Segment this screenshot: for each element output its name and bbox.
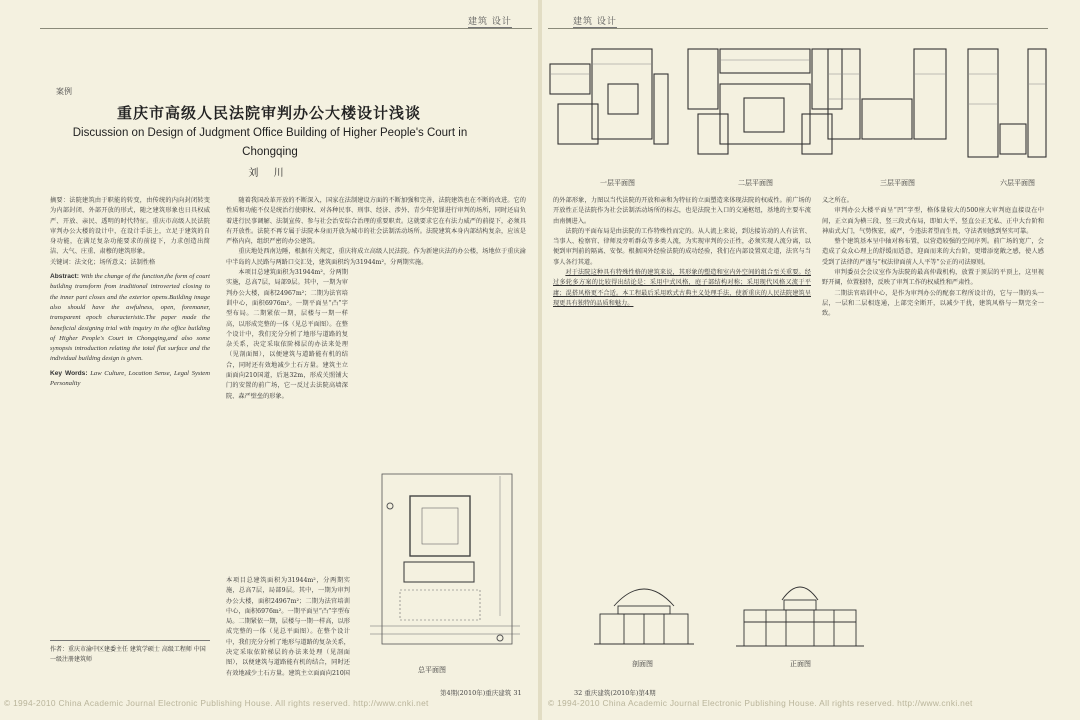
body-paragraph: 随着我国改革开放的不断深入，国家在法制建设方面的不断加强和完善，法院建筑也在不断的改进。它的性质和功能不仅是统治行使职权、对各种民事、刑事、经济、涉外、青少年犯罪进行审判的场所，同时还肩负着进行民事调解、法制宣传、参与社会治安综合治理的重要职责。这就要求它在有法力威严的前提下，必须具有开放性。法院不再专属于法院本身而开放为城市的社会法制活动场所。法院建筑本身内部结构复杂，应该是严格内向，组织严密的办公建筑。 xyxy=(226,197,526,246)
right-page-header: 建筑 设计 xyxy=(573,17,617,27)
body-paragraph: 本项目总建筑面积为31944m²，分两期实施，总高7层，局部9层。其中，一期为审判办公大楼，面积24967m²；二期为法官培训中心，面积6976m²。一期平面呈“凸”字型布局。二期紧依一期，层楼与一期一样高，以形成完整的一体（见总平面图）。在整个设计中，我们充分分析了地形与道路的复杂关系，决定采取依阶梯层的办法来处理（见剖面图），以便建筑与道路能有机的结合，同时还有效地减少土石方量。建筑主立面面向210国 xyxy=(226,577,350,676)
plan-caption-3: 三层平面图 xyxy=(880,179,915,187)
elevation-drawing xyxy=(736,570,864,656)
plan-caption-2: 二层平面图 xyxy=(738,179,773,187)
body-paragraph: 审判委员会会议室作为法院的最高仲裁机构，放置于顶层的平顶上，这里视野开阔，位置独特，反映了审判工作的权威性和严肃性。 xyxy=(822,269,1044,287)
body-paragraph: 二期法官培训中心，是作为审判办公的配套工程所设计的，它与一期的头一层，一层和二层相连通，上部完全断开，以减少干扰，建筑风格与一期完全一致。 xyxy=(822,289,1044,318)
keywords-en: Law Culture, Location Sense, Legal System Personality xyxy=(50,369,210,388)
body-paragraph: 法院的平面布局是由法院的工作特殊性而定的。从人流上来说，到达接访动的人有法官、当事人、检察官、律师及旁听群众等多类人流，为实现审判的公正性，必须实现人流分离，以便到审判前的隔离、安保。根据国外经验法院的成功经验，我们在内部设置双走道，法官与当事人各行其道。 xyxy=(553,227,811,266)
left-folio: 第4期(2010年)重庆建筑 31 xyxy=(440,689,522,697)
plan-caption-4: 六层平面图 xyxy=(1000,179,1035,187)
plan-caption-1: 一层平面图 xyxy=(600,179,635,187)
body-column-3 xyxy=(553,196,811,568)
left-page-header: 建筑 设计 xyxy=(468,17,512,27)
site-plan-drawing xyxy=(360,466,530,666)
body-column-2-cont xyxy=(226,576,350,676)
author: 刘 川 xyxy=(248,168,290,179)
body-paragraph: 义之所在。 xyxy=(822,197,853,204)
keywords-cn: 关键词：法文化；场所意义；法制性格 xyxy=(50,258,156,266)
article-title-cn: 重庆市高级人民法院审判办公大楼设计浅谈 xyxy=(116,104,421,122)
article-title-en: Discussion on Design of Judgment Office Building of Higher People's Court in Chongqing xyxy=(72,127,468,158)
body-paragraph: 重庆地处西南边陲，根据有关规定，重庆将成立高级人民法院。作为新建庆法的办公楼，场地位于重庆渝中半岛的人民路与两路口交汇处，建筑面积约为31944m²，分两期实施。 xyxy=(226,248,526,266)
body-paragraph: 本项目总建筑面积为31944m²，分两期实施，总高7层，局部9层。其中，一期为审判办公大楼，面积24967m²；二期为法官培训中心，面积6976m²。一期平面呈“凸”字型布局。二期紧依一期，层楼与一期一样高，以形成完整的一体（见总平面图）。在整个设计中，我们充分分析了地形与道路的复杂关系，决定采取依阶梯层的办法来处理（见剖面图），以便建筑与道路能有机的结合，同时还有效地减少土石方量。建筑主立面面向210国道，后退32m，形成关照铺大门的安置的前广场，它一反过去法院高墙深院、森严壁垒的形象。 xyxy=(226,269,348,400)
abstract-column xyxy=(50,196,210,626)
copyright-right: © 1994-2010 China Academic Journal Electronic Publishing House. All rights reserved. http://www.cnki.net xyxy=(548,698,973,708)
author-footnote: 作者：重庆市渝中区建委主任 建筑学硕士 高级工程师 中国一级注册建筑师 xyxy=(50,640,210,665)
abstract-en: With the change of the function,the form of court building transform from traditional introverted closing to the inner part closes and the exterior opens.Building image also should have the awfulness, open, foremaner, transparent epoch characteristic.The paper made the beneficial designing trial with inquiry in the office building of Higher People's Court in Chongqing,and also some synopsis introduction relating the total flat surface and the individual building design is given. xyxy=(50,273,210,363)
body-paragraph: 整个建筑基本呈中轴对称布置，以营造较强的空间序列。前广场的宽广，会造成了众众心理上的舒缓而适意，迎面而来的大台阶，更增添宽敞之感，使人感受到了法律的严谨与“权法律面前人人平等”公正的司法原则。 xyxy=(822,238,1044,266)
body-paragraph: 的外部形象，力图以当代法院的开放和亲和为特征的立面塑造来体现法院的权威性。前广场的开放性正是法院作为社会法制活动场所的标志，也是法院主入口的交通枢纽，基地的主要车流由南侧进入。 xyxy=(553,197,811,225)
floor-plans-drawing xyxy=(548,44,1048,174)
right-header-rule xyxy=(548,28,1048,29)
keywords-en-block xyxy=(50,369,210,390)
body-paragraph: 审判办公大楼平面呈“凹”字型，格体量较大的500座大审判庭直接设在中间，正立面为横三段、竖三段式布局，即如大平、竖直公正无私、正中大台阶和神庙式大门，气势恢宏，威严，令违法者望而生畏，守法者则感到坚实可靠。 xyxy=(822,207,1044,235)
abstract-cn: 摘要：法院建筑由于职能的转变，由传统的内向封闭转变为内部封闭、外部开放的形式，随之建筑形象也日具权威严、开放、亲民、透明的时代特征。重庆市高级人民法院审判办公大楼的设计中，在设计手法上，立足于建筑的自身功能，在满足复杂功能要求的前提下，力求创造出简洁、大气、庄重、肃穆的建筑形象。 xyxy=(50,197,210,256)
copyright-left: © 1994-2010 China Academic Journal Electronic Publishing House. All rights reserved. http://www.cnki.net xyxy=(4,698,429,708)
left-header-rule xyxy=(40,28,532,29)
body-paragraph: 对于法院这种具有特殊性格的建筑来说，其形象的塑造和室内外空间的组合至关重要。经过多轮多方案的比较得出结论是：采用中式风格，庭子部结构对称；采用现代风格又流于平庸；混搭风格更不合适。本工程最后采用欧式古典主义处理手法，使新重庆的人民法院建筑呈现更具有独特的品质和魅力。 xyxy=(553,269,811,307)
keywords-label: Key Words: xyxy=(50,369,88,377)
section-caption: 剖面图 xyxy=(632,660,653,668)
section-drawing xyxy=(594,572,694,654)
abstract-label: Abstract: xyxy=(50,273,79,281)
right-folio: 32 重庆建筑(2010年)第4期 xyxy=(574,689,656,697)
site-plan-caption: 总平面图 xyxy=(418,666,446,674)
elevation-caption: 正面图 xyxy=(790,660,811,668)
abstract-en-block xyxy=(50,272,210,365)
section-tag: 案例 xyxy=(56,87,72,96)
